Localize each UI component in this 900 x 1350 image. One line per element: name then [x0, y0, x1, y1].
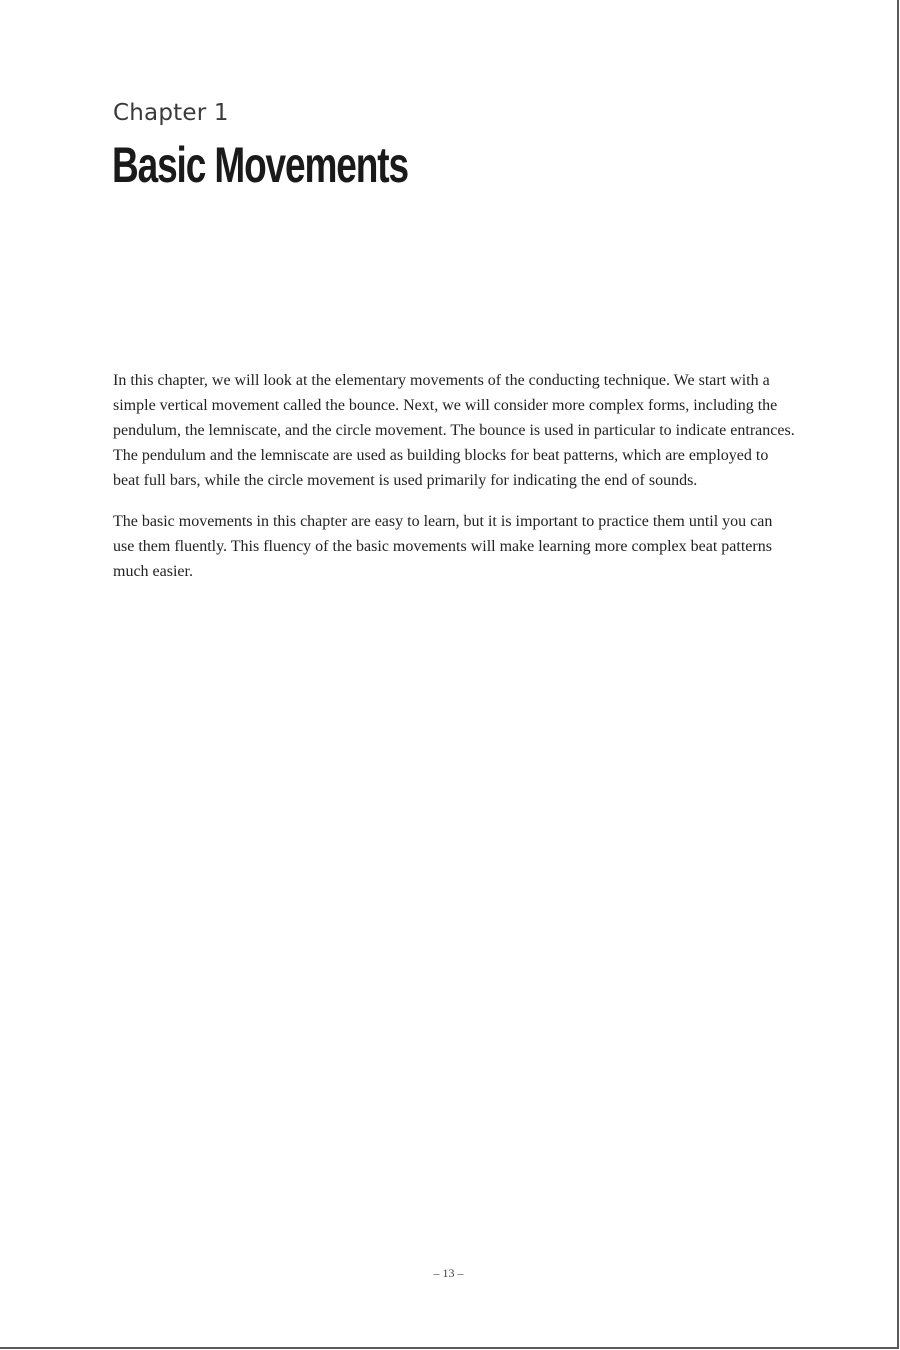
chapter-title: Basic Movements — [112, 137, 408, 193]
chapter-body — [113, 368, 797, 600]
chapter-label: Chapter 1 — [113, 100, 229, 126]
page-number: – 13 – — [433, 1266, 464, 1280]
paragraph-practice: The basic movements in this chapter are easy to learn, but it is important to practice them until you can use them fluently. This fluency of the basic movements will make learning more complex beat patterns much easier. — [113, 513, 773, 580]
paragraph-intro: In this chapter, we will look at the elementary movements of the conducting technique. We start with a simple vertical movement called the bounce. Next, we will consider more complex forms, including the pendulum, the lemniscate, and the circle movement. The bounce is used in particular to indicate entrances. The pendulum and the lemniscate are used as building blocks for beat patterns, which are employed to beat full bars, while the circle movement is used primarily for indicating the end of sounds. — [113, 372, 795, 489]
